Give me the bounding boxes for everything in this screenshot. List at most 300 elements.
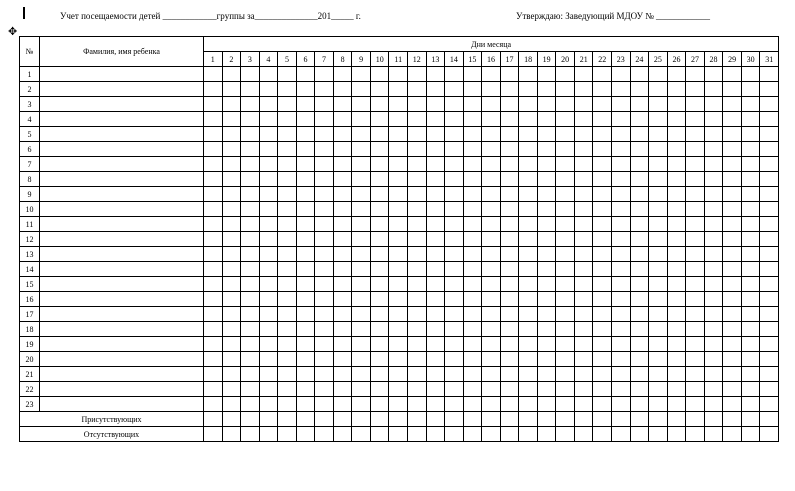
attendance-cell[interactable] <box>445 172 464 187</box>
attendance-cell[interactable] <box>278 97 297 112</box>
attendance-cell[interactable] <box>222 157 241 172</box>
attendance-cell[interactable] <box>649 397 668 412</box>
attendance-cell[interactable] <box>408 322 427 337</box>
attendance-cell[interactable] <box>704 307 723 322</box>
attendance-cell[interactable] <box>760 82 779 97</box>
child-name-cell[interactable] <box>40 322 204 337</box>
attendance-cell[interactable] <box>278 187 297 202</box>
attendance-cell[interactable] <box>315 82 334 97</box>
attendance-cell[interactable] <box>686 217 705 232</box>
attendance-cell[interactable] <box>704 217 723 232</box>
attendance-cell[interactable] <box>574 112 593 127</box>
attendance-cell[interactable] <box>445 322 464 337</box>
attendance-cell[interactable] <box>445 367 464 382</box>
attendance-cell[interactable] <box>574 82 593 97</box>
attendance-cell[interactable] <box>296 322 315 337</box>
attendance-cell[interactable] <box>649 82 668 97</box>
attendance-cell[interactable] <box>593 277 612 292</box>
attendance-cell[interactable] <box>315 127 334 142</box>
summary-cell[interactable] <box>574 427 593 442</box>
attendance-cell[interactable] <box>315 97 334 112</box>
attendance-cell[interactable] <box>519 97 538 112</box>
attendance-cell[interactable] <box>630 172 649 187</box>
attendance-cell[interactable] <box>352 262 371 277</box>
attendance-cell[interactable] <box>593 127 612 142</box>
attendance-cell[interactable] <box>667 157 686 172</box>
attendance-cell[interactable] <box>667 82 686 97</box>
summary-cell[interactable] <box>649 412 668 427</box>
attendance-cell[interactable] <box>259 337 278 352</box>
attendance-cell[interactable] <box>426 397 445 412</box>
attendance-cell[interactable] <box>612 97 631 112</box>
attendance-cell[interactable] <box>537 277 556 292</box>
attendance-cell[interactable] <box>649 112 668 127</box>
attendance-cell[interactable] <box>204 187 223 202</box>
attendance-cell[interactable] <box>370 292 389 307</box>
attendance-cell[interactable] <box>612 307 631 322</box>
attendance-cell[interactable] <box>352 382 371 397</box>
attendance-cell[interactable] <box>667 307 686 322</box>
summary-cell[interactable] <box>519 412 538 427</box>
attendance-cell[interactable] <box>704 202 723 217</box>
attendance-cell[interactable] <box>370 202 389 217</box>
attendance-cell[interactable] <box>686 202 705 217</box>
attendance-cell[interactable] <box>389 187 408 202</box>
attendance-cell[interactable] <box>241 277 260 292</box>
attendance-cell[interactable] <box>296 67 315 82</box>
attendance-cell[interactable] <box>408 232 427 247</box>
attendance-cell[interactable] <box>333 187 352 202</box>
summary-cell[interactable] <box>241 427 260 442</box>
attendance-cell[interactable] <box>537 172 556 187</box>
attendance-cell[interactable] <box>741 142 760 157</box>
summary-cell[interactable] <box>352 412 371 427</box>
attendance-cell[interactable] <box>296 307 315 322</box>
attendance-cell[interactable] <box>259 67 278 82</box>
attendance-cell[interactable] <box>370 322 389 337</box>
child-name-cell[interactable] <box>40 262 204 277</box>
attendance-cell[interactable] <box>500 187 519 202</box>
attendance-cell[interactable] <box>426 292 445 307</box>
attendance-cell[interactable] <box>333 127 352 142</box>
attendance-cell[interactable] <box>408 337 427 352</box>
attendance-cell[interactable] <box>723 352 742 367</box>
attendance-cell[interactable] <box>222 337 241 352</box>
attendance-cell[interactable] <box>723 112 742 127</box>
summary-cell[interactable] <box>704 427 723 442</box>
child-name-cell[interactable] <box>40 352 204 367</box>
attendance-cell[interactable] <box>556 337 575 352</box>
attendance-cell[interactable] <box>593 172 612 187</box>
attendance-cell[interactable] <box>500 172 519 187</box>
attendance-cell[interactable] <box>723 322 742 337</box>
attendance-cell[interactable] <box>704 67 723 82</box>
attendance-cell[interactable] <box>333 82 352 97</box>
attendance-cell[interactable] <box>408 352 427 367</box>
attendance-cell[interactable] <box>408 187 427 202</box>
attendance-cell[interactable] <box>333 262 352 277</box>
attendance-cell[interactable] <box>574 292 593 307</box>
attendance-cell[interactable] <box>408 157 427 172</box>
attendance-cell[interactable] <box>760 112 779 127</box>
attendance-cell[interactable] <box>593 232 612 247</box>
attendance-cell[interactable] <box>204 172 223 187</box>
attendance-cell[interactable] <box>519 382 538 397</box>
attendance-cell[interactable] <box>519 322 538 337</box>
summary-cell[interactable] <box>389 427 408 442</box>
attendance-cell[interactable] <box>333 67 352 82</box>
attendance-cell[interactable] <box>500 277 519 292</box>
attendance-cell[interactable] <box>352 67 371 82</box>
attendance-cell[interactable] <box>389 382 408 397</box>
attendance-cell[interactable] <box>389 247 408 262</box>
attendance-cell[interactable] <box>352 397 371 412</box>
attendance-cell[interactable] <box>445 97 464 112</box>
attendance-cell[interactable] <box>278 127 297 142</box>
attendance-cell[interactable] <box>667 127 686 142</box>
attendance-cell[interactable] <box>259 217 278 232</box>
attendance-cell[interactable] <box>278 82 297 97</box>
attendance-cell[interactable] <box>537 292 556 307</box>
attendance-cell[interactable] <box>704 397 723 412</box>
attendance-cell[interactable] <box>556 247 575 262</box>
attendance-cell[interactable] <box>278 352 297 367</box>
attendance-cell[interactable] <box>500 262 519 277</box>
attendance-cell[interactable] <box>612 187 631 202</box>
attendance-cell[interactable] <box>222 127 241 142</box>
attendance-cell[interactable] <box>389 157 408 172</box>
attendance-cell[interactable] <box>259 202 278 217</box>
attendance-cell[interactable] <box>649 187 668 202</box>
attendance-cell[interactable] <box>370 247 389 262</box>
attendance-cell[interactable] <box>370 367 389 382</box>
attendance-cell[interactable] <box>741 352 760 367</box>
attendance-cell[interactable] <box>204 127 223 142</box>
summary-cell[interactable] <box>389 412 408 427</box>
summary-cell[interactable] <box>426 427 445 442</box>
attendance-cell[interactable] <box>389 112 408 127</box>
attendance-cell[interactable] <box>352 292 371 307</box>
attendance-cell[interactable] <box>630 262 649 277</box>
attendance-cell[interactable] <box>296 382 315 397</box>
attendance-cell[interactable] <box>612 67 631 82</box>
attendance-cell[interactable] <box>278 157 297 172</box>
attendance-cell[interactable] <box>686 232 705 247</box>
attendance-cell[interactable] <box>241 97 260 112</box>
attendance-cell[interactable] <box>630 187 649 202</box>
attendance-cell[interactable] <box>593 352 612 367</box>
attendance-cell[interactable] <box>370 397 389 412</box>
attendance-cell[interactable] <box>408 277 427 292</box>
attendance-cell[interactable] <box>482 277 501 292</box>
attendance-cell[interactable] <box>241 202 260 217</box>
attendance-cell[interactable] <box>741 367 760 382</box>
attendance-cell[interactable] <box>686 157 705 172</box>
attendance-cell[interactable] <box>686 82 705 97</box>
attendance-cell[interactable] <box>463 322 482 337</box>
attendance-cell[interactable] <box>315 292 334 307</box>
attendance-cell[interactable] <box>370 337 389 352</box>
attendance-cell[interactable] <box>204 337 223 352</box>
attendance-cell[interactable] <box>537 97 556 112</box>
attendance-cell[interactable] <box>278 112 297 127</box>
attendance-cell[interactable] <box>352 82 371 97</box>
attendance-cell[interactable] <box>482 172 501 187</box>
attendance-cell[interactable] <box>630 97 649 112</box>
attendance-cell[interactable] <box>426 82 445 97</box>
attendance-cell[interactable] <box>370 82 389 97</box>
attendance-cell[interactable] <box>315 247 334 262</box>
attendance-cell[interactable] <box>389 352 408 367</box>
attendance-cell[interactable] <box>556 292 575 307</box>
attendance-cell[interactable] <box>630 397 649 412</box>
attendance-cell[interactable] <box>241 262 260 277</box>
attendance-cell[interactable] <box>630 142 649 157</box>
child-name-cell[interactable] <box>40 292 204 307</box>
attendance-cell[interactable] <box>519 217 538 232</box>
attendance-cell[interactable] <box>241 382 260 397</box>
attendance-cell[interactable] <box>426 352 445 367</box>
attendance-cell[interactable] <box>537 397 556 412</box>
attendance-cell[interactable] <box>537 352 556 367</box>
attendance-cell[interactable] <box>667 367 686 382</box>
attendance-cell[interactable] <box>760 202 779 217</box>
attendance-cell[interactable] <box>556 187 575 202</box>
attendance-cell[interactable] <box>278 382 297 397</box>
attendance-cell[interactable] <box>574 217 593 232</box>
attendance-cell[interactable] <box>204 97 223 112</box>
attendance-cell[interactable] <box>574 67 593 82</box>
attendance-cell[interactable] <box>556 262 575 277</box>
attendance-cell[interactable] <box>760 352 779 367</box>
attendance-cell[interactable] <box>296 292 315 307</box>
attendance-cell[interactable] <box>445 157 464 172</box>
attendance-cell[interactable] <box>723 232 742 247</box>
summary-cell[interactable] <box>426 412 445 427</box>
attendance-cell[interactable] <box>537 142 556 157</box>
attendance-cell[interactable] <box>667 292 686 307</box>
attendance-cell[interactable] <box>667 352 686 367</box>
attendance-cell[interactable] <box>482 142 501 157</box>
attendance-cell[interactable] <box>389 277 408 292</box>
attendance-cell[interactable] <box>259 322 278 337</box>
attendance-cell[interactable] <box>352 157 371 172</box>
attendance-cell[interactable] <box>259 352 278 367</box>
summary-cell[interactable] <box>649 427 668 442</box>
attendance-cell[interactable] <box>315 112 334 127</box>
attendance-cell[interactable] <box>649 127 668 142</box>
attendance-cell[interactable] <box>519 367 538 382</box>
attendance-cell[interactable] <box>686 142 705 157</box>
summary-cell[interactable] <box>370 412 389 427</box>
attendance-cell[interactable] <box>315 262 334 277</box>
attendance-cell[interactable] <box>760 397 779 412</box>
attendance-cell[interactable] <box>278 292 297 307</box>
attendance-cell[interactable] <box>389 292 408 307</box>
attendance-cell[interactable] <box>500 367 519 382</box>
attendance-cell[interactable] <box>686 112 705 127</box>
attendance-cell[interactable] <box>574 187 593 202</box>
attendance-cell[interactable] <box>760 157 779 172</box>
child-name-cell[interactable] <box>40 247 204 262</box>
summary-cell[interactable] <box>408 427 427 442</box>
attendance-cell[interactable] <box>760 307 779 322</box>
attendance-cell[interactable] <box>463 307 482 322</box>
attendance-cell[interactable] <box>408 127 427 142</box>
attendance-cell[interactable] <box>760 247 779 262</box>
attendance-cell[interactable] <box>389 367 408 382</box>
attendance-cell[interactable] <box>222 292 241 307</box>
attendance-cell[interactable] <box>389 307 408 322</box>
attendance-cell[interactable] <box>741 322 760 337</box>
attendance-cell[interactable] <box>463 217 482 232</box>
attendance-cell[interactable] <box>389 217 408 232</box>
summary-cell[interactable] <box>259 427 278 442</box>
attendance-cell[interactable] <box>723 337 742 352</box>
attendance-cell[interactable] <box>278 247 297 262</box>
attendance-cell[interactable] <box>482 397 501 412</box>
attendance-cell[interactable] <box>593 382 612 397</box>
child-name-cell[interactable] <box>40 127 204 142</box>
summary-cell[interactable] <box>222 412 241 427</box>
attendance-cell[interactable] <box>537 112 556 127</box>
attendance-cell[interactable] <box>686 307 705 322</box>
attendance-cell[interactable] <box>537 262 556 277</box>
attendance-cell[interactable] <box>426 277 445 292</box>
attendance-cell[interactable] <box>482 82 501 97</box>
attendance-cell[interactable] <box>389 337 408 352</box>
attendance-cell[interactable] <box>537 67 556 82</box>
attendance-cell[interactable] <box>741 307 760 322</box>
attendance-cell[interactable] <box>686 277 705 292</box>
summary-cell[interactable] <box>741 412 760 427</box>
attendance-cell[interactable] <box>593 202 612 217</box>
attendance-cell[interactable] <box>426 97 445 112</box>
summary-cell[interactable] <box>686 412 705 427</box>
attendance-cell[interactable] <box>352 127 371 142</box>
attendance-cell[interactable] <box>537 322 556 337</box>
child-name-cell[interactable] <box>40 187 204 202</box>
attendance-cell[interactable] <box>315 157 334 172</box>
attendance-cell[interactable] <box>760 187 779 202</box>
attendance-cell[interactable] <box>463 127 482 142</box>
attendance-cell[interactable] <box>426 247 445 262</box>
attendance-cell[interactable] <box>389 142 408 157</box>
attendance-cell[interactable] <box>723 202 742 217</box>
attendance-cell[interactable] <box>315 202 334 217</box>
attendance-cell[interactable] <box>352 217 371 232</box>
attendance-cell[interactable] <box>315 397 334 412</box>
attendance-cell[interactable] <box>667 187 686 202</box>
child-name-cell[interactable] <box>40 307 204 322</box>
attendance-cell[interactable] <box>649 142 668 157</box>
attendance-cell[interactable] <box>482 187 501 202</box>
attendance-cell[interactable] <box>204 262 223 277</box>
attendance-cell[interactable] <box>704 337 723 352</box>
attendance-cell[interactable] <box>333 382 352 397</box>
attendance-cell[interactable] <box>667 67 686 82</box>
attendance-cell[interactable] <box>463 67 482 82</box>
attendance-cell[interactable] <box>463 187 482 202</box>
attendance-cell[interactable] <box>500 217 519 232</box>
attendance-cell[interactable] <box>667 142 686 157</box>
attendance-cell[interactable] <box>259 367 278 382</box>
attendance-cell[interactable] <box>741 382 760 397</box>
attendance-cell[interactable] <box>760 67 779 82</box>
attendance-cell[interactable] <box>537 202 556 217</box>
attendance-cell[interactable] <box>241 307 260 322</box>
attendance-cell[interactable] <box>723 367 742 382</box>
attendance-cell[interactable] <box>426 112 445 127</box>
attendance-cell[interactable] <box>370 172 389 187</box>
attendance-cell[interactable] <box>537 82 556 97</box>
attendance-cell[interactable] <box>426 127 445 142</box>
attendance-cell[interactable] <box>204 307 223 322</box>
attendance-cell[interactable] <box>352 97 371 112</box>
attendance-cell[interactable] <box>630 67 649 82</box>
attendance-cell[interactable] <box>667 247 686 262</box>
attendance-cell[interactable] <box>593 337 612 352</box>
attendance-cell[interactable] <box>426 187 445 202</box>
attendance-cell[interactable] <box>574 142 593 157</box>
attendance-cell[interactable] <box>463 142 482 157</box>
attendance-cell[interactable] <box>667 172 686 187</box>
attendance-cell[interactable] <box>519 397 538 412</box>
summary-cell[interactable] <box>315 412 334 427</box>
attendance-cell[interactable] <box>593 67 612 82</box>
attendance-cell[interactable] <box>686 397 705 412</box>
attendance-cell[interactable] <box>630 352 649 367</box>
attendance-cell[interactable] <box>204 217 223 232</box>
attendance-cell[interactable] <box>463 112 482 127</box>
attendance-cell[interactable] <box>556 202 575 217</box>
summary-cell[interactable] <box>204 412 223 427</box>
attendance-cell[interactable] <box>333 142 352 157</box>
attendance-cell[interactable] <box>519 142 538 157</box>
attendance-cell[interactable] <box>296 337 315 352</box>
attendance-cell[interactable] <box>574 352 593 367</box>
attendance-cell[interactable] <box>333 217 352 232</box>
attendance-cell[interactable] <box>370 97 389 112</box>
attendance-cell[interactable] <box>389 82 408 97</box>
summary-cell[interactable] <box>593 412 612 427</box>
attendance-cell[interactable] <box>296 172 315 187</box>
attendance-cell[interactable] <box>241 157 260 172</box>
attendance-cell[interactable] <box>686 262 705 277</box>
summary-cell[interactable] <box>463 427 482 442</box>
attendance-cell[interactable] <box>612 82 631 97</box>
attendance-cell[interactable] <box>760 292 779 307</box>
attendance-cell[interactable] <box>426 367 445 382</box>
attendance-cell[interactable] <box>593 157 612 172</box>
attendance-cell[interactable] <box>630 82 649 97</box>
attendance-cell[interactable] <box>241 337 260 352</box>
attendance-cell[interactable] <box>222 367 241 382</box>
attendance-cell[interactable] <box>241 397 260 412</box>
attendance-cell[interactable] <box>222 187 241 202</box>
child-name-cell[interactable] <box>40 382 204 397</box>
attendance-cell[interactable] <box>241 67 260 82</box>
attendance-cell[interactable] <box>259 157 278 172</box>
summary-cell[interactable] <box>630 427 649 442</box>
attendance-cell[interactable] <box>482 322 501 337</box>
attendance-cell[interactable] <box>408 307 427 322</box>
attendance-cell[interactable] <box>222 112 241 127</box>
attendance-cell[interactable] <box>463 262 482 277</box>
attendance-cell[interactable] <box>482 337 501 352</box>
attendance-cell[interactable] <box>389 97 408 112</box>
attendance-cell[interactable] <box>704 82 723 97</box>
